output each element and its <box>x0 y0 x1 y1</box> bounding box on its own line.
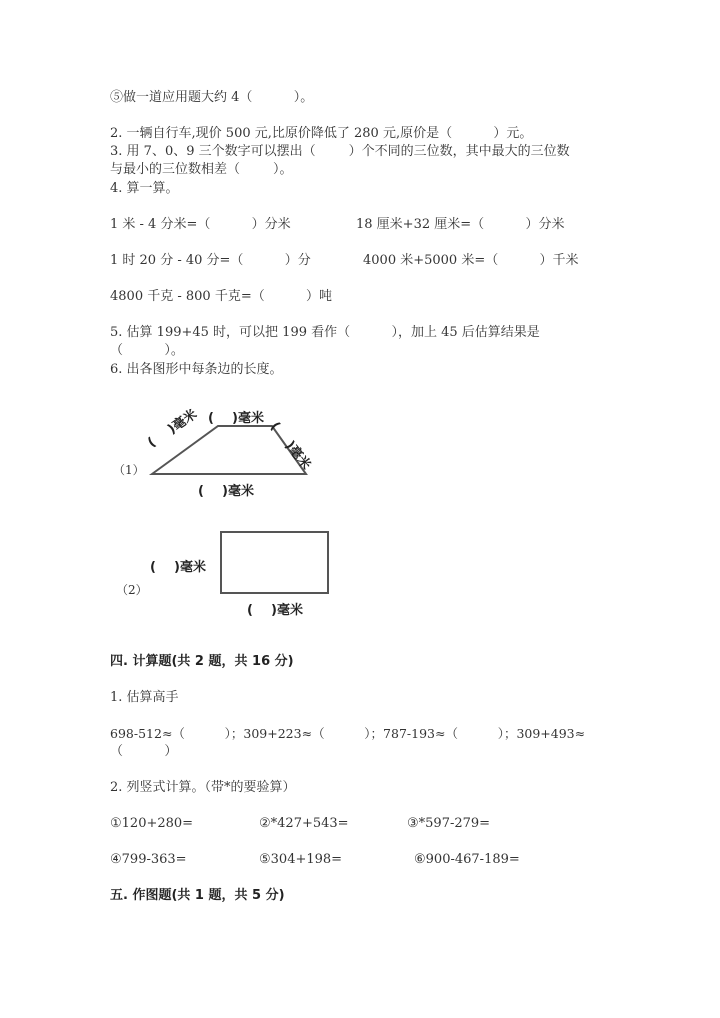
q5-text-line1: 5. 估算 199+45 时，可以把 199 看作（ ），加上 45 后估算结果是 <box>110 325 540 340</box>
s4-q2-item-2: ②*427+543= <box>259 816 349 831</box>
q1-item5: ⑤做一道应用题大约 4（ ）。 <box>110 90 314 105</box>
s4-q2-item-5: ⑤304+198= <box>259 852 343 867</box>
figure2-left-dim: ( )毫米 <box>150 560 206 575</box>
q5-text-line2: （ ）。 <box>110 343 184 358</box>
q4-item-3: 1 时 20 分 - 40 分=（ ）分 <box>110 253 311 268</box>
figure1-left-dim: ( )毫米 <box>145 407 201 451</box>
q3-text-line1: 3. 用 7、0、9 三个数字可以摆出（ ）个不同的三位数，其中最大的三位数 <box>110 144 570 159</box>
q6-title: 6. 出各图形中每条边的长度。 <box>110 362 283 377</box>
s4-q2-item-3: ③*597-279= <box>407 816 491 831</box>
s4-q2-item-1: ①120+280= <box>110 816 194 831</box>
s4-q2-item-4: ④799-363= <box>110 852 187 867</box>
s4-q2-title: 2. 列竖式计算。（带*的要验算） <box>110 780 296 795</box>
figure2-label: （2） <box>116 583 148 597</box>
figure1-label: （1） <box>113 463 145 477</box>
q4-item-1: 1 米 - 4 分米=（ ）分米 <box>110 217 291 232</box>
section5-title: 五. 作图题(共 1 题，共 5 分) <box>110 888 285 903</box>
q4-item-2: 18 厘米+32 厘米=（ ）分米 <box>356 217 565 232</box>
s4-q1-line1: 698-512≈（ ）；309+223≈（ ）；787-193≈（ ）；309+493≈ <box>110 726 586 741</box>
figure2-bottom-dim: ( )毫米 <box>247 603 303 618</box>
rectangle-shape <box>221 532 328 593</box>
section4-title: 四. 计算题(共 2 题，共 16 分) <box>110 654 294 669</box>
q4-item-5: 4800 千克 - 800 千克=（ ）吨 <box>110 289 333 304</box>
figure1-right-dim: ( )毫米 <box>267 419 314 473</box>
q2-text: 2. 一辆自行车,现价 500 元,比原价降低了 280 元,原价是（ ）元。 <box>110 126 533 141</box>
s4-q1-title: 1. 估算高手 <box>110 690 179 705</box>
q4-title: 4. 算一算。 <box>110 181 179 196</box>
q4-item-4: 4000 米+5000 米=（ ）千米 <box>363 253 579 268</box>
q3-text-line2: 与最小的三位数相差（ ）。 <box>110 162 293 177</box>
figure1-top-dim: ( )毫米 <box>208 411 264 426</box>
s4-q2-item-6: ⑥900-467-189= <box>414 852 520 867</box>
figure1-bottom-dim: ( )毫米 <box>198 484 254 499</box>
s4-q1-line2: （ ） <box>110 744 178 759</box>
